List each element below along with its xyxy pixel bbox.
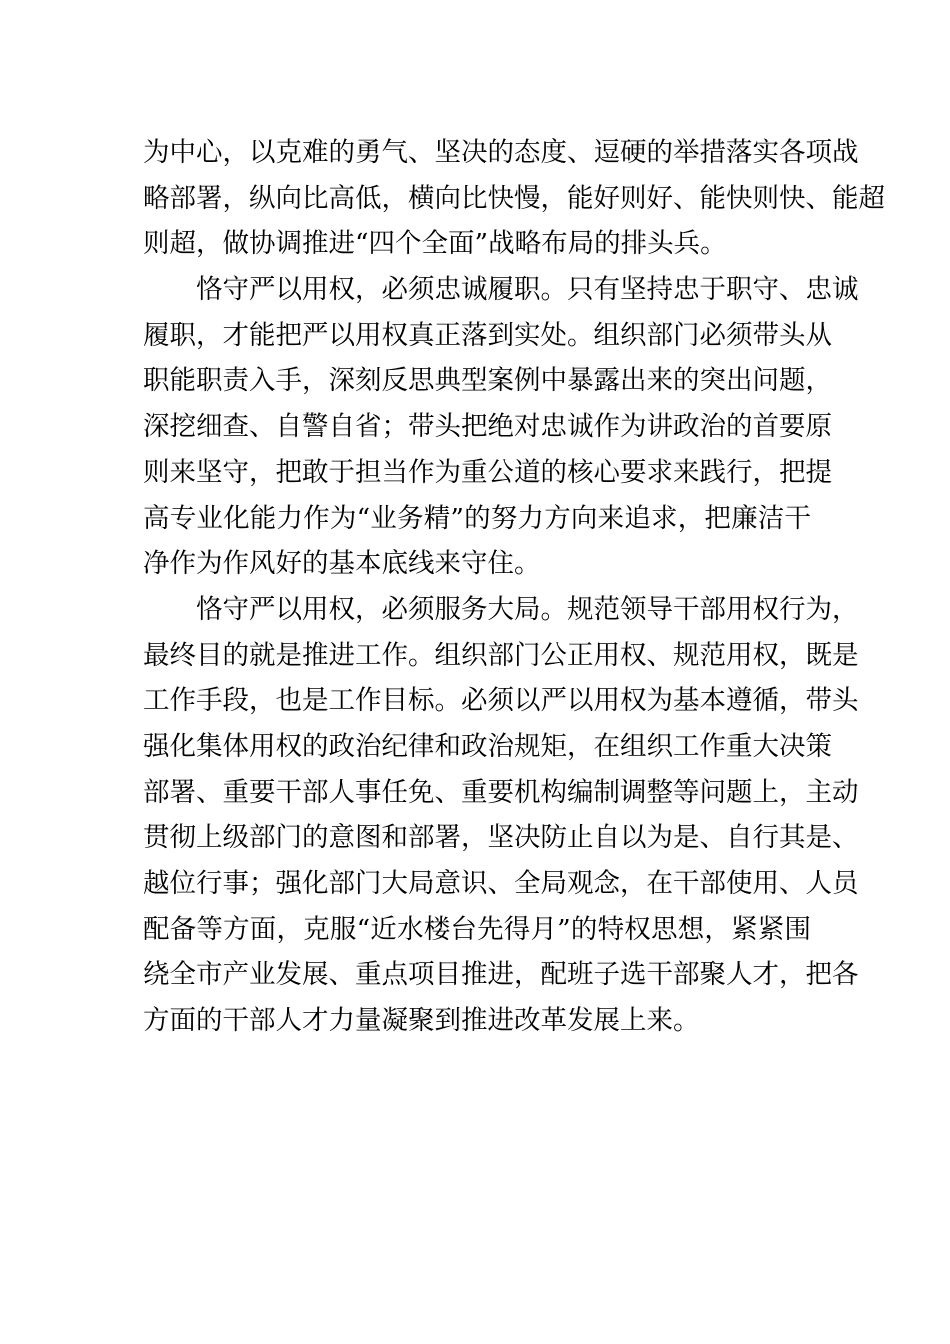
text-line: 越位行事；强化部门大局意识、全局观念，在干部使用、人员	[143, 868, 859, 899]
text-line: 最终目的就是推进工作。组织部门公正用权、规范用权，既是	[143, 639, 859, 671]
text-line: 深挖细查、自警自省；带头把绝对忠诚作为讲政治的首要原	[143, 411, 832, 443]
paragraph-1	[143, 130, 885, 267]
text-line: 净作为作风好的基本底线来守住。	[143, 548, 541, 580]
paragraph-3	[143, 587, 859, 1044]
paragraph-2	[143, 267, 859, 587]
text-line: 方面的干部人才力量凝聚到推进改革发展上来。	[143, 1005, 700, 1037]
text-line: 职能职责入手，深刻反思典型案例中暴露出来的突出问题，	[143, 365, 832, 397]
text-line: 部署、重要干部人事任免、重要机构编制调整等问题上，主动	[143, 776, 859, 808]
text-line: 工作手段，也是工作目标。必须以严以用权为基本遵循，带头	[143, 685, 859, 717]
text-line: 贯彻上级部门的意图和部署，坚决防止自以为是、自行其是、	[143, 822, 859, 854]
document-body	[143, 130, 885, 1044]
text-line: 为中心，以克难的勇气、坚决的态度、逗硬的举措落实各项战	[143, 137, 859, 168]
text-line: 则超，做协调推进“四个全面”战略布局的排头兵。	[143, 228, 727, 260]
text-line: 绕全市产业发展、重点项目推进，配班子选干部聚人才，把各	[143, 959, 859, 991]
text-line: 恪守严以用权，必须忠诚履职。只有坚持忠于职守、忠诚	[196, 274, 859, 306]
text-line: 配备等方面，克服“近水楼台先得月”的特权思想，紧紧围	[143, 913, 811, 945]
text-line: 略部署，纵向比高低，横向比快慢，能好则好、能快则快、能超	[143, 182, 885, 214]
text-line: 高专业化能力作为“业务精”的努力方向来追求，把廉洁干	[143, 502, 811, 534]
text-line: 则来坚守，把敢于担当作为重公道的核心要求来践行，把提	[143, 456, 832, 488]
text-line: 恪守严以用权，必须服务大局。规范领导干部用权行为，	[196, 593, 859, 625]
text-line: 履职，才能把严以用权真正落到实处。组织部门必须带头从	[143, 319, 832, 351]
text-line: 强化集体用权的政治纪律和政治规矩，在组织工作重大决策	[143, 730, 832, 762]
